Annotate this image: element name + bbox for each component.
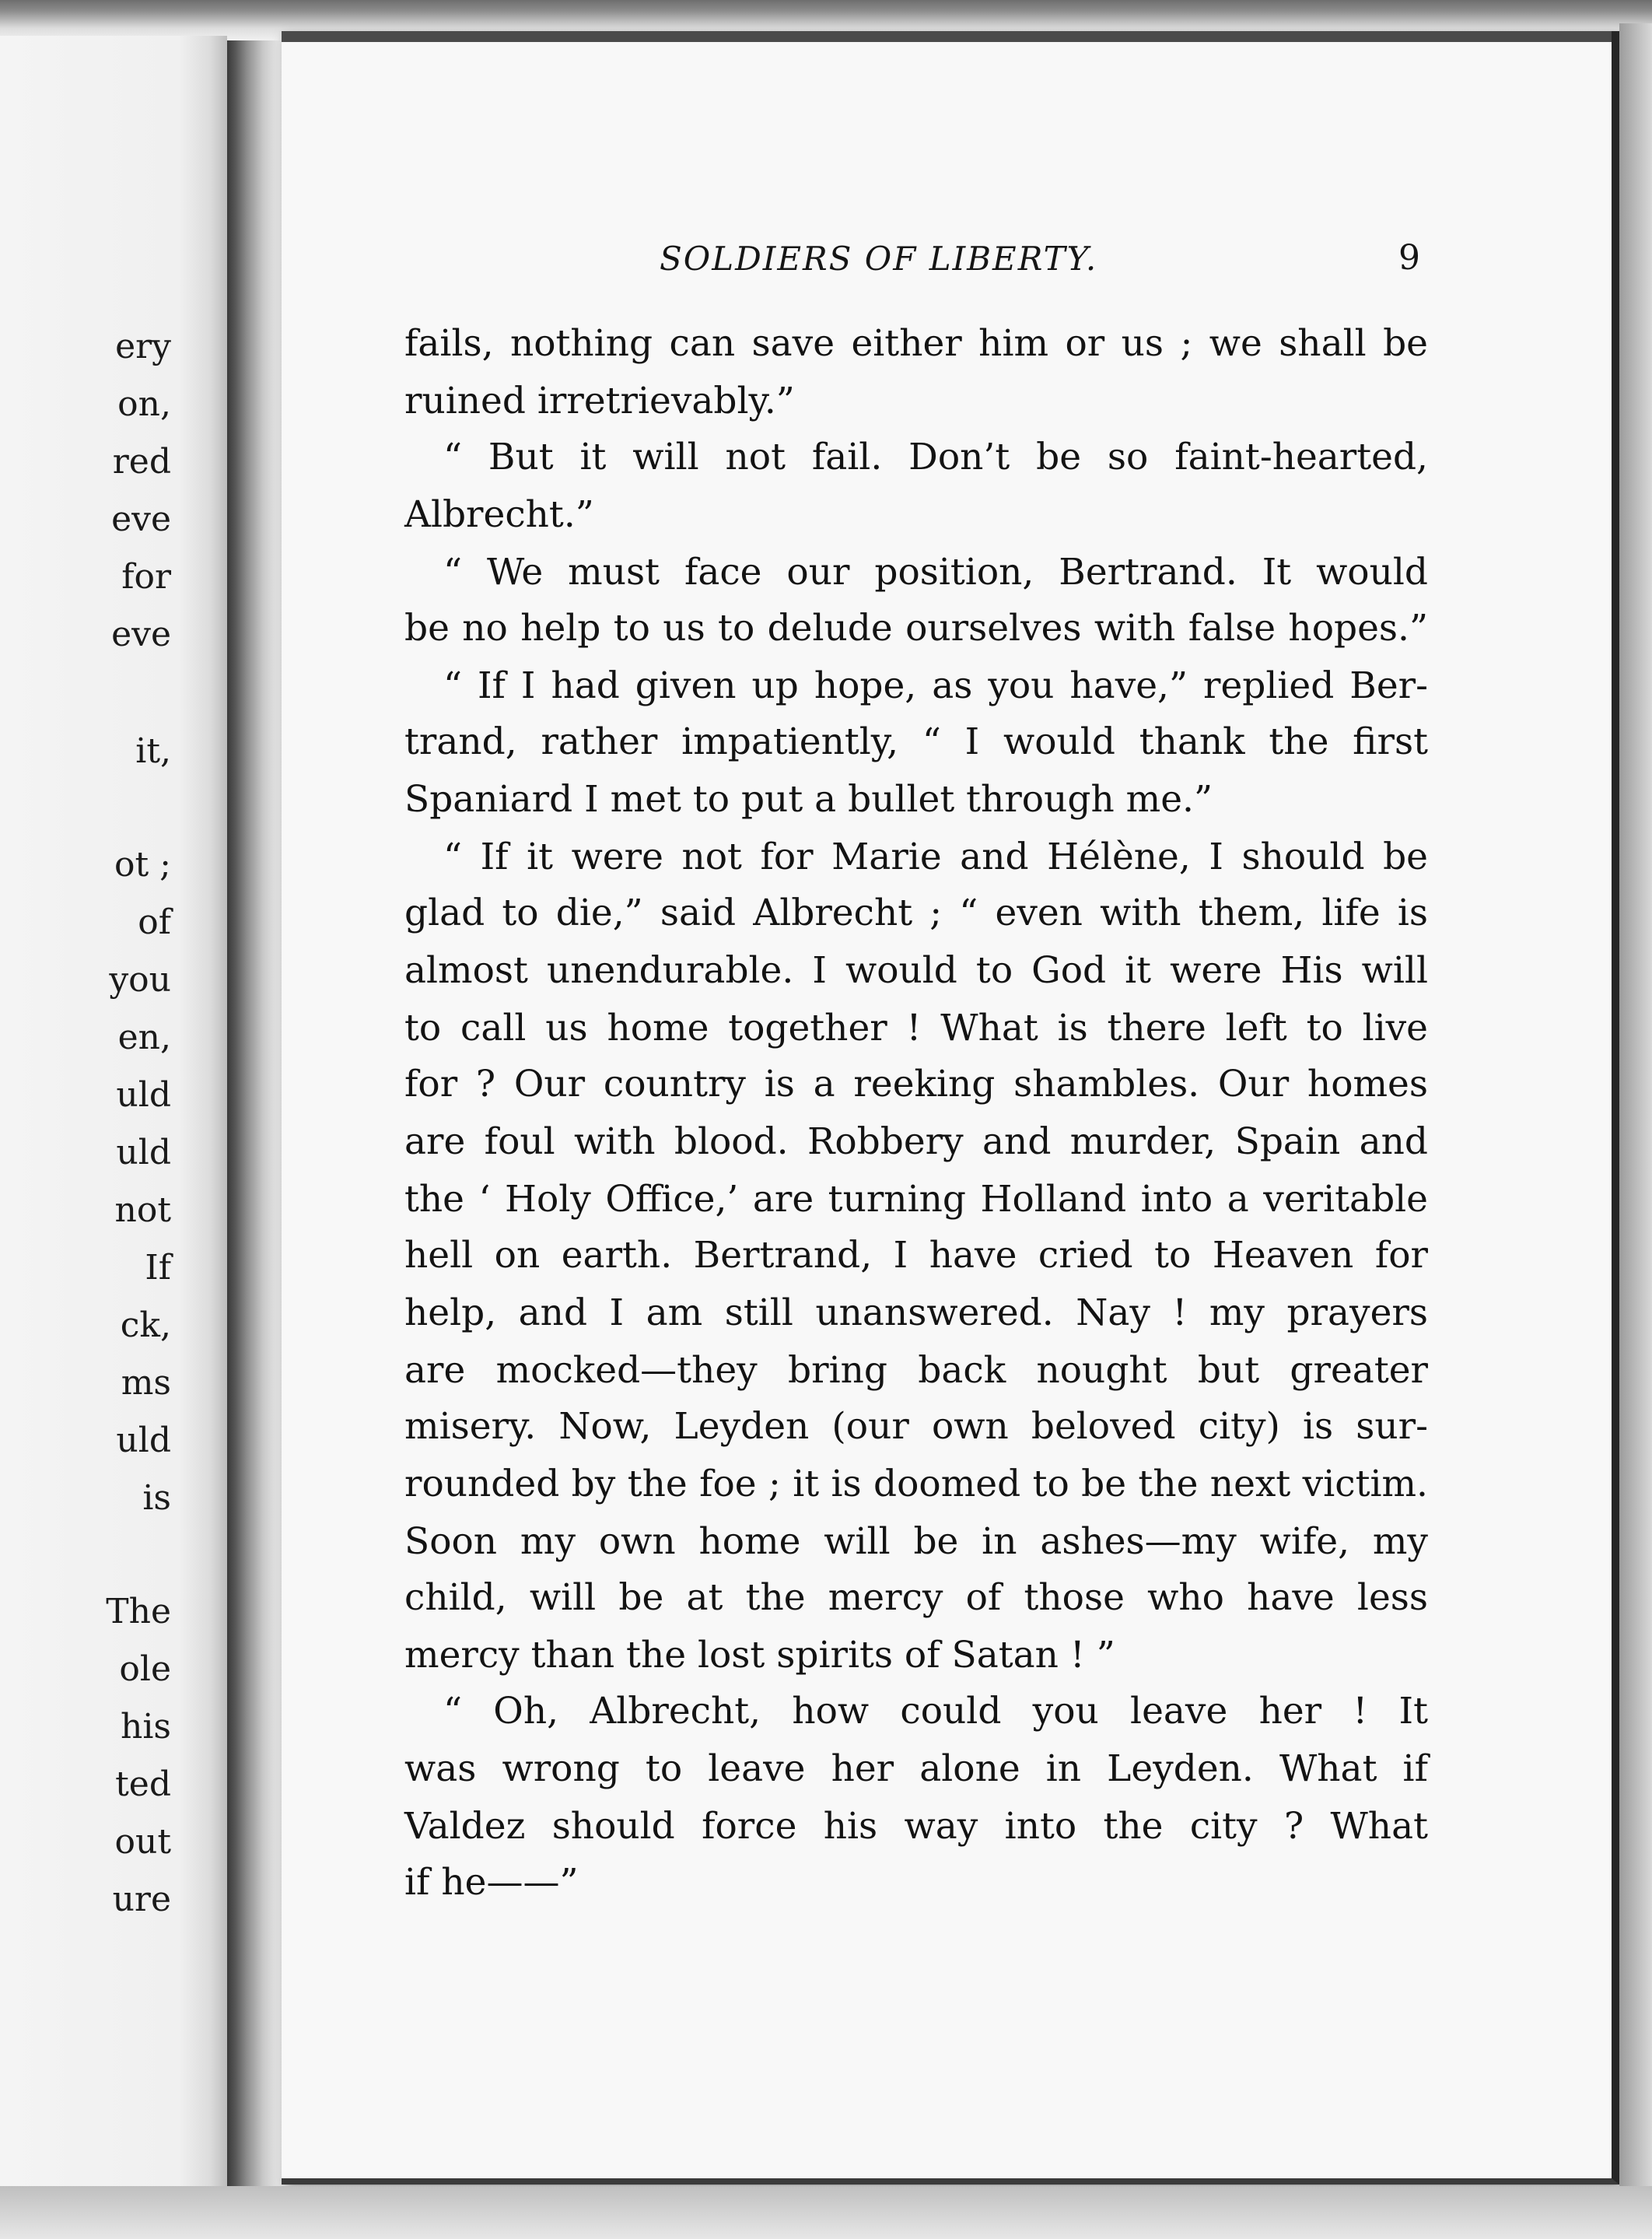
page-number: 9 bbox=[1398, 238, 1420, 278]
body-line: ruined irretrievably.” bbox=[404, 380, 795, 422]
left-page-fragment: on, bbox=[117, 384, 171, 424]
body-line: was wrong to leave her alone in Leyden. What if bbox=[404, 1747, 1428, 1790]
left-page-fragment: ck, bbox=[120, 1305, 171, 1345]
left-page-fragment: uld bbox=[116, 1133, 171, 1172]
body-line: for ? Our country is a reeking shambles. Our homes bbox=[404, 1063, 1428, 1105]
left-page-fragment: If bbox=[145, 1248, 171, 1288]
body-line: almost unendurable. I would to God it were His will bbox=[404, 949, 1428, 992]
book-gutter bbox=[227, 40, 282, 2239]
body-line: to call us home together ! What is there left to live bbox=[404, 1007, 1428, 1049]
body-line: Spaniard I met to put a bullet through me.” bbox=[404, 778, 1213, 821]
left-page-fragment: ot ; bbox=[114, 845, 171, 885]
body-line: be no help to us to delude ourselves with false hopes.” bbox=[404, 607, 1428, 650]
left-page-fragment: ure bbox=[112, 1880, 171, 1919]
left-page-fragment: eve bbox=[111, 499, 171, 539]
body-line: are mocked—they bring back nought but greater bbox=[404, 1349, 1428, 1392]
left-page-fragment: The bbox=[106, 1592, 171, 1631]
body-line: hell on earth. Bertrand, I have cried to Heaven for bbox=[404, 1234, 1428, 1277]
body-line: Albrecht.” bbox=[404, 493, 594, 536]
left-page-fragment: uld bbox=[116, 1075, 171, 1115]
left-page-fragment: for bbox=[121, 557, 171, 597]
left-page-fragment: ery bbox=[115, 327, 171, 366]
body-line: fails, nothing can save either him or us ; we shall be bbox=[404, 322, 1428, 365]
body-line: rounded by the foe ; it is doomed to be the next victim. bbox=[404, 1463, 1428, 1505]
left-page-fragment: ms bbox=[121, 1363, 171, 1403]
left-page-fragment: of bbox=[138, 902, 171, 942]
body-line: are foul with blood. Robbery and murder, Spain and bbox=[404, 1120, 1428, 1163]
left-page-fragment: uld bbox=[116, 1421, 171, 1460]
body-line: the ‘ Holy Office,’ are turning Holland into a veritable bbox=[404, 1178, 1428, 1221]
body-line: help, and I am still unanswered. Nay ! my prayers bbox=[404, 1291, 1428, 1334]
bottom-edge bbox=[0, 2186, 1652, 2239]
left-page-fragment: ted bbox=[115, 1764, 171, 1804]
left-page-fragment: you bbox=[109, 960, 171, 1000]
left-page-fragment: red bbox=[112, 442, 171, 482]
body-line: “ We must face our position, Bertrand. It would bbox=[443, 551, 1428, 594]
body-line: “ If I had given up hope, as you have,” replied Ber- bbox=[443, 664, 1428, 707]
left-page-fragment: ole bbox=[119, 1649, 171, 1689]
left-page-fragment: not bbox=[114, 1190, 171, 1230]
left-page-fragment: his bbox=[121, 1707, 171, 1747]
body-line: “ If it were not for Marie and Hélène, I should be bbox=[443, 836, 1428, 878]
left-page-fragment: eve bbox=[111, 615, 171, 654]
body-line: Soon my own home will be in ashes—my wife, my bbox=[404, 1520, 1428, 1563]
right-edge bbox=[1619, 23, 1652, 2239]
left-page-fragment: it, bbox=[135, 731, 171, 771]
body-line: child, will be at the mercy of those who have less bbox=[404, 1576, 1428, 1619]
body-line: mercy than the lost spirits of Satan ! ” bbox=[404, 1634, 1115, 1677]
body-line: “ But it will not fail. Don’t be so faint-hearted, bbox=[443, 436, 1428, 478]
running-title: SOLDIERS OF LIBERTY. bbox=[660, 240, 1098, 278]
body-line: trand, rather impatiently, “ I would thank the first bbox=[404, 720, 1428, 763]
left-page-fragment: out bbox=[114, 1822, 171, 1862]
body-line: glad to die,” said Albrecht ; “ even with them, life is bbox=[404, 892, 1428, 934]
body-line: Valdez should force his way into the city ? What bbox=[404, 1805, 1428, 1848]
body-line: if he——” bbox=[404, 1861, 579, 1904]
body-line: “ Oh, Albrecht, how could you leave her ! It bbox=[443, 1690, 1428, 1733]
left-page-fragment: en, bbox=[117, 1018, 171, 1057]
left-page-fragment: is bbox=[142, 1478, 171, 1518]
body-line: misery. Now, Leyden (our own beloved city) is sur- bbox=[404, 1405, 1428, 1448]
